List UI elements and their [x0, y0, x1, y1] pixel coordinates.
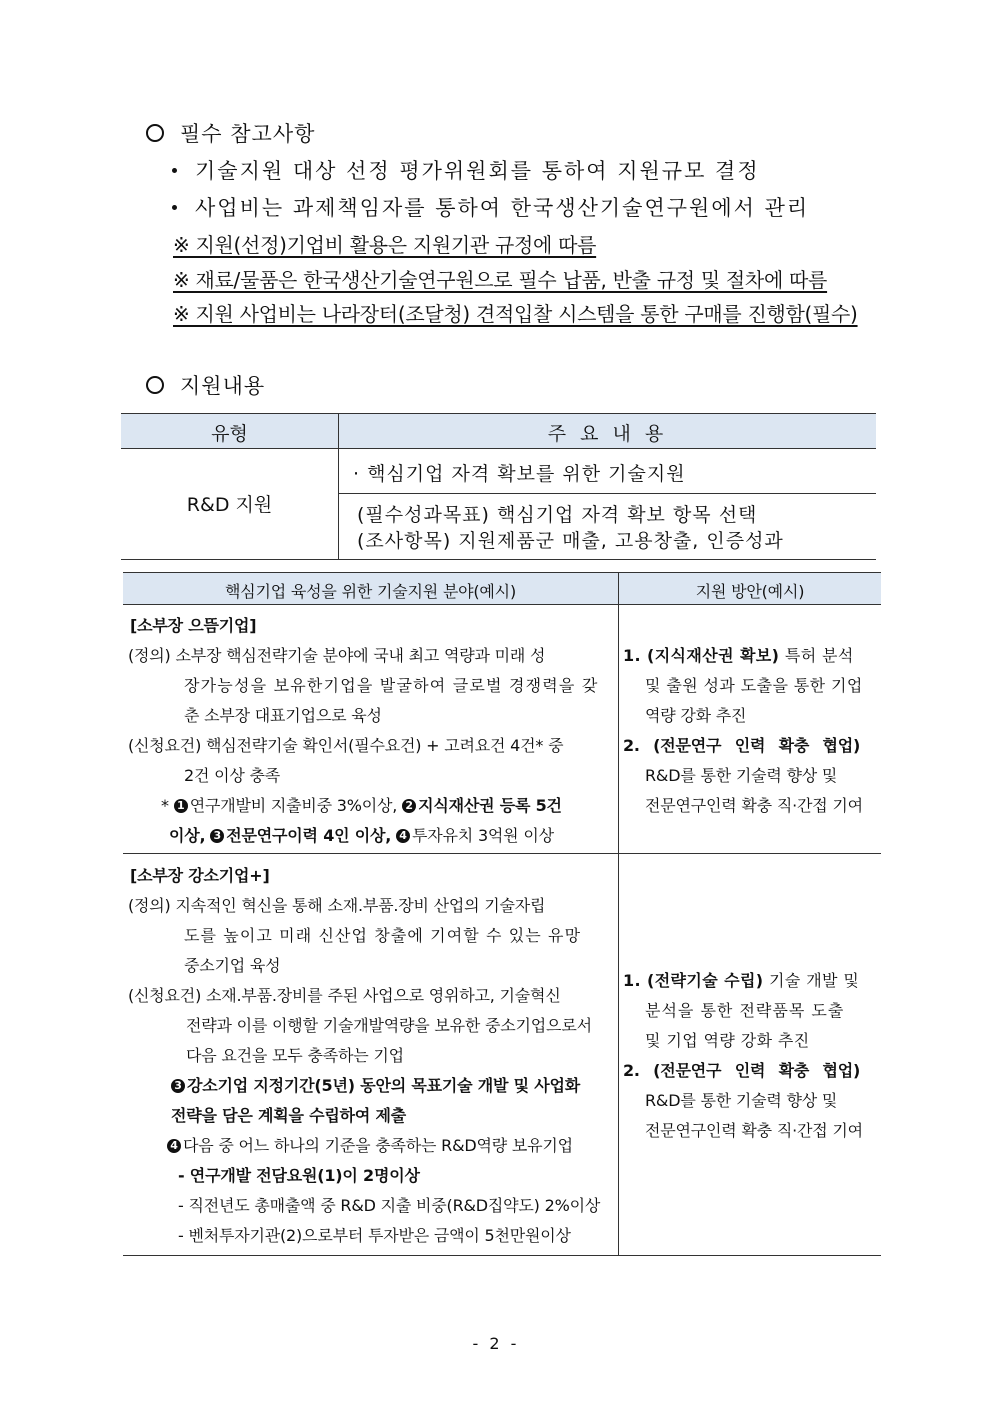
sub-item-line: - 연구개발 전담요원(1)이 2명이상	[178, 1166, 420, 1185]
definition-line: 장가능성을 보유한기업을 발굴하여 글로벌 경쟁력을 갖	[184, 676, 599, 695]
support-plan-line: 전문연구인력 확충 직·간접 기여	[645, 796, 863, 815]
column-divider	[618, 573, 619, 1255]
support-plan-line: 분석을 통한 전략품목 도출	[645, 1001, 845, 1020]
condition-text: 이상,	[169, 826, 206, 845]
item-line: 전략을 담은 계획을 수립하여 제출	[171, 1106, 407, 1125]
block-title: [소부장 강소기업+]	[130, 866, 270, 885]
row-content-line: (필수성과목표) 핵심기업 자격 확보 항목 선택	[357, 504, 758, 526]
plan-title: 1. (지식재산권 확보)	[623, 646, 780, 665]
sub-item-line: - 직전년도 총매출액 중 R&D 지출 비중(R&D집약도) 2%이상	[178, 1196, 601, 1215]
block-title: [소부장 으뜸기업]	[130, 616, 257, 635]
bullet-item	[172, 192, 809, 222]
condition-text: 연구개발비 지출비중 3%이상,	[189, 796, 398, 815]
conditions-line	[169, 823, 554, 846]
hollow-circle-icon	[146, 124, 164, 142]
header-left: 핵심기업 육성을 위한 기술지원 분야(예시)	[225, 582, 516, 601]
plan-text: 기술 개발 및	[763, 971, 860, 990]
condition-text: 지식재산권 등록 5건	[418, 796, 562, 815]
item-text: 다음 중 어느 하나의 기준을 충족하는 R&D역량 보유기업	[183, 1136, 573, 1155]
section-title: 필수 참고사항	[180, 122, 316, 146]
definition-line: 춘 소부장 대표기업으로 육성	[184, 706, 382, 725]
conditions-line	[161, 793, 562, 816]
bullet-text: 사업비는 과제책임자를 통하여 한국생산기술연구원에서 관리	[195, 196, 810, 220]
condition-text: 전문연구이력 4인 이상,	[226, 826, 392, 845]
item-text: 강소기업 지정기간(5년) 동안의 목표기술 개발 및 사업화	[187, 1076, 581, 1095]
row-divider	[123, 853, 881, 854]
requirement-line: (신청요건) 소재.부품.장비를 주된 사업으로 영위하고, 기술혁신	[128, 986, 561, 1005]
number-4-circle-icon: 4	[396, 829, 410, 843]
tech-support-table	[123, 572, 881, 1256]
header-right: 지원 방안(예시)	[695, 582, 805, 601]
requirement-line: 2건 이상 충족	[184, 766, 281, 785]
row-divider	[339, 493, 876, 494]
row-content-line: · 핵심기업 자격 확보를 위한 기술지원	[353, 463, 686, 485]
support-plan-line: 및 출원 성과 도출을 통한 기업	[645, 676, 863, 695]
support-plan-line: 역량 강화 추진	[645, 706, 747, 725]
row-content-line: (조사항목) 지원제품군 매출, 고용창출, 인증성과	[357, 530, 784, 552]
requirement-line: (신청요건) 핵심전략기술 확인서(필수요건) + 고려요건 4건* 중	[128, 736, 564, 755]
number-2-circle-icon: 2	[402, 799, 416, 813]
bullet-item	[172, 155, 760, 185]
item-line	[167, 1133, 573, 1156]
support-plan-line: 2. (전문연구 인력 확충 협업)	[623, 736, 861, 755]
plan-text: 특허 분석	[779, 646, 854, 665]
number-3-circle-icon: 3	[210, 829, 224, 843]
support-plan-line: R&D를 통한 기술력 향상 및	[645, 766, 838, 785]
section-essential-heading	[146, 118, 315, 148]
requirement-line: 다음 요건을 모두 충족하는 기업	[186, 1046, 404, 1065]
row-type: R&D 지원	[186, 494, 273, 516]
support-plan-line: 전문연구인력 확충 직·간접 기여	[645, 1121, 863, 1140]
number-3-circle-icon: 3	[171, 1079, 185, 1093]
requirement-line: 전략과 이를 이행할 기술개발역량을 보유한 중소기업으로서	[186, 1016, 592, 1035]
definition-line: 도를 높이고 미래 신산업 창출에 기여할 수 있는 유망	[184, 926, 582, 945]
header-type: 유형	[211, 423, 248, 445]
support-plan-line: 및 기업 역량 강화 추진	[645, 1031, 810, 1050]
section-title: 지원내용	[180, 374, 266, 398]
note-line: ※ 지원(선정)기업비 활용은 지원기관 규정에 따름	[173, 233, 597, 257]
support-plan-line: 2. (전문연구 인력 확충 협업)	[623, 1061, 861, 1080]
page-number: - 2 -	[472, 1334, 520, 1353]
support-plan-line	[623, 643, 854, 666]
middle-dot-icon	[172, 168, 177, 173]
footnote-star: *	[161, 796, 169, 815]
bullet-text: 기술지원 대상 선정 평가위원회를 통하여 지원규모 결정	[195, 159, 760, 183]
number-4-circle-icon: 4	[167, 1139, 181, 1153]
item-line	[171, 1073, 580, 1096]
support-content-table	[121, 413, 876, 560]
support-plan-line	[623, 968, 859, 991]
note-line: ※ 지원 사업비는 나라장터(조달청) 견적입찰 시스템을 통한 구매를 진행함(필수)	[173, 302, 858, 326]
support-plan-line: R&D를 통한 기술력 향상 및	[645, 1091, 838, 1110]
section-support-heading	[146, 370, 265, 400]
middle-dot-icon	[172, 205, 177, 210]
note-line: ※ 재료/물품은 한국생산기술연구원으로 필수 납품, 반출 규정 및 절차에 따름	[173, 268, 828, 292]
plan-title: 1. (전략기술 수립)	[623, 971, 764, 990]
definition-line: 중소기업 육성	[184, 956, 281, 975]
hollow-circle-icon	[146, 376, 164, 394]
definition-line: (정의) 소부장 핵심전략기술 분야에 국내 최고 역량과 미래 성	[128, 646, 546, 665]
number-1-circle-icon: 1	[174, 799, 188, 813]
condition-text: 투자유치 3억원 이상	[412, 826, 554, 845]
header-content: 주 요 내 용	[547, 423, 668, 445]
definition-line: (정의) 지속적인 혁신을 통해 소재.부품.장비 산업의 기술자립	[128, 896, 546, 915]
sub-item-line: - 벤처투자기관(2)으로부터 투자받은 금액이 5천만원이상	[178, 1226, 571, 1245]
